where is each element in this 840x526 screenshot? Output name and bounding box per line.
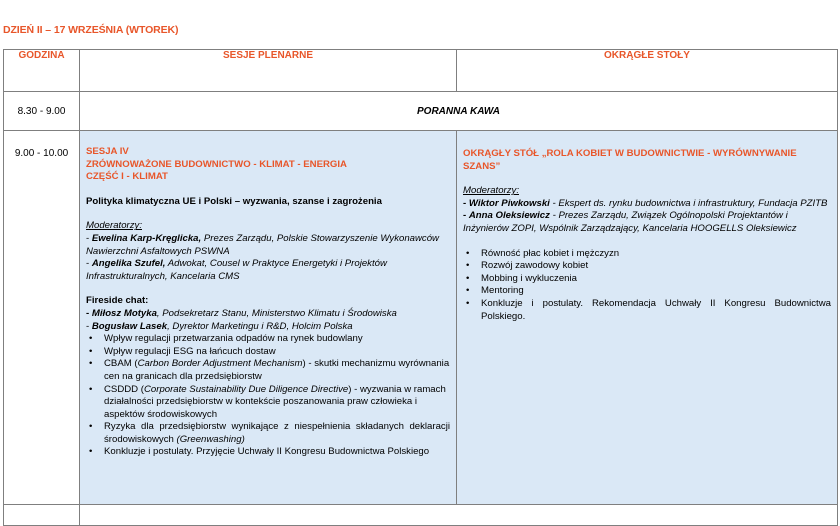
roundtable-title: OKRĄGŁY STÓŁ „ROLA KOBIET W BUDOWNICTWIE - WYRÓWNYWANIE SZANS” (463, 148, 797, 172)
speaker-role: , Dyrektor Marketingu i R&D, Holcim Polska (167, 320, 353, 332)
roundtable-cell (457, 131, 838, 505)
moderator-name: Angelika Szufel, (91, 258, 166, 270)
next-row (4, 505, 838, 526)
coffee-cell (80, 92, 838, 131)
coffee-label: PORANNA KAWA (417, 105, 500, 117)
session-time: 9.00 - 10.00 (4, 131, 80, 505)
header-row (4, 50, 838, 92)
bullet-item: • CSDDD (Corporate Sustainability Due Diligence Directive) - wyzwania w ramach działalności przedsiębiorstw w kontekście poszanowania praw człowieka i aspektów środowiskowych (89, 383, 446, 420)
moderator-role: - Ekspert ds. rynku budownictwa i infrastruktury, Fundacja PZITB (549, 197, 828, 209)
plenary-bullet-list (86, 333, 450, 459)
bullet-icon: • (89, 345, 93, 357)
bullet-item: • CBAM (Carbon Border Adjustment Mechanism) - skutki mechanizmu wyrównania cen na granicach dla przedsiębiorstw (89, 358, 450, 382)
bullet-item: • Rozwój zawodowy kobiet (466, 260, 589, 272)
bullet-icon: • (89, 383, 93, 395)
bullet-icon: • (466, 260, 470, 272)
day-title: DZIEŃ II – 17 WRZEŚNIA (WTOREK) (3, 24, 179, 36)
bullet-icon: • (89, 421, 93, 433)
speaker-name: Bogusław Lasek (91, 320, 168, 332)
moderators-label: Moderatorzy: (463, 185, 519, 197)
moderator-entry: - Anna Oleksiewicz - Prezes Zarządu, Związek Ogólnopolski Projektantów i Inżynierów ZOPI, Wspólnik Zarządzający, Kancelaria HOOGELLS Oleksiewicz (463, 210, 797, 234)
fireside-label: Fireside chat: (86, 295, 149, 307)
moderators-label: Moderatorzy: (86, 220, 142, 232)
session-title-line: CZĘŚĆ I - KLIMAT (86, 171, 168, 183)
header-plenary: SESJE PLENARNE (80, 50, 457, 92)
bullet-item: • Ryzyka dla przedsiębiorstw wynikające z niespełnienia składanych deklaracji środowiskowych (Greenwashing) (89, 421, 450, 445)
bullet-item: • Wpływ regulacji ESG na łańcuch dostaw (89, 345, 276, 357)
bullet-item: • Konkluzje i postulaty. Przyjęcie Uchwały II Kongresu Budownictwa Polskiego (89, 446, 430, 458)
fireside-entry: - Bogusław Lasek, Dyrektor Marketingu i R&D, Holcim Polska (86, 320, 353, 332)
moderator-role: Prezes Zarządu, Polskie Stowarzyszenie Wykonawców Nawierzchni Asfaltowych PSWNA (86, 232, 439, 257)
roundtable-bullet-list (463, 248, 831, 324)
bullet-icon: • (466, 272, 470, 284)
bullet-item: • Mentoring (466, 285, 524, 297)
bullet-item: • Konkluzje i postulaty. Rekomendacja Uchwały II Kongresu Budownictwa Polskiego. (466, 297, 831, 322)
bullet-icon: • (466, 247, 470, 259)
session-topic: Polityka klimatyczna UE i Polski – wyzwania, szanse i zagrożenia (86, 195, 382, 207)
moderator-entry: - Wiktor Piwkowski - Ekspert ds. rynku budownictwa i infrastruktury, Fundacja PZITB (463, 197, 828, 209)
coffee-time: 8.30 - 9.00 (4, 92, 80, 131)
plenary-cell (80, 131, 457, 505)
moderator-entry: - Angelika Szufel, Adwokat, Cousel w Praktyce Energetyki i Projektów Infrastrukturalnych, Kancelaria CMS (86, 258, 387, 282)
moderator-name: Wiktor Piwkowski (468, 197, 550, 209)
session-title-line: SESJA IV (86, 146, 129, 157)
session-row (4, 131, 838, 505)
bullet-icon: • (466, 285, 470, 297)
moderator-name: Ewelina Karp-Kręglicka, (91, 232, 202, 244)
agenda-table (3, 49, 838, 526)
bullet-item: • Wpływ regulacji przetwarzania odpadów na rynek budowlany (89, 333, 363, 345)
bullet-item: • Równość płac kobiet i mężczyzn (466, 247, 620, 259)
bullet-icon: • (89, 358, 93, 370)
coffee-row (4, 92, 838, 131)
header-roundtables: OKRĄGŁE STOŁY (457, 50, 838, 92)
next-row-cell (80, 505, 838, 526)
bullet-icon: • (89, 446, 93, 458)
session-title-line: ZRÓWNOWAŻONE BUDOWNICTWO - KLIMAT - ENERGIA (86, 158, 347, 170)
speaker-role: , Podsekretarz Stanu, Ministerstwo Klimatu i Środowiska (156, 307, 397, 319)
bullet-icon: • (466, 297, 470, 309)
moderator-role: Adwokat, Cousel w Praktyce Energetyki i Projektów Infrastrukturalnych, Kancelaria CMS (86, 258, 387, 282)
speaker-name: Miłosz Motyka (91, 307, 157, 319)
moderator-name: Anna Oleksiewicz (468, 210, 550, 222)
bullet-item: • Mobbing i wykluczenia (466, 272, 577, 284)
header-time: GODZINA (4, 50, 80, 92)
moderator-entry: - Ewelina Karp-Kręglicka, Prezes Zarządu, Polskie Stowarzyszenie Wykonawców Nawierzchni Asfaltowych PSWNA (86, 232, 439, 257)
moderator-role: - Prezes Zarządu, Związek Ogólnopolski Projektantów i Inżynierów ZOPI, Wspólnik Zarządzający, Kancelaria HOOGELLS Oleksiewicz (463, 210, 797, 234)
next-row-time (4, 505, 80, 526)
fireside-entry: - Miłosz Motyka, Podsekretarz Stanu, Ministerstwo Klimatu i Środowiska (86, 307, 397, 319)
bullet-icon: • (89, 333, 93, 345)
